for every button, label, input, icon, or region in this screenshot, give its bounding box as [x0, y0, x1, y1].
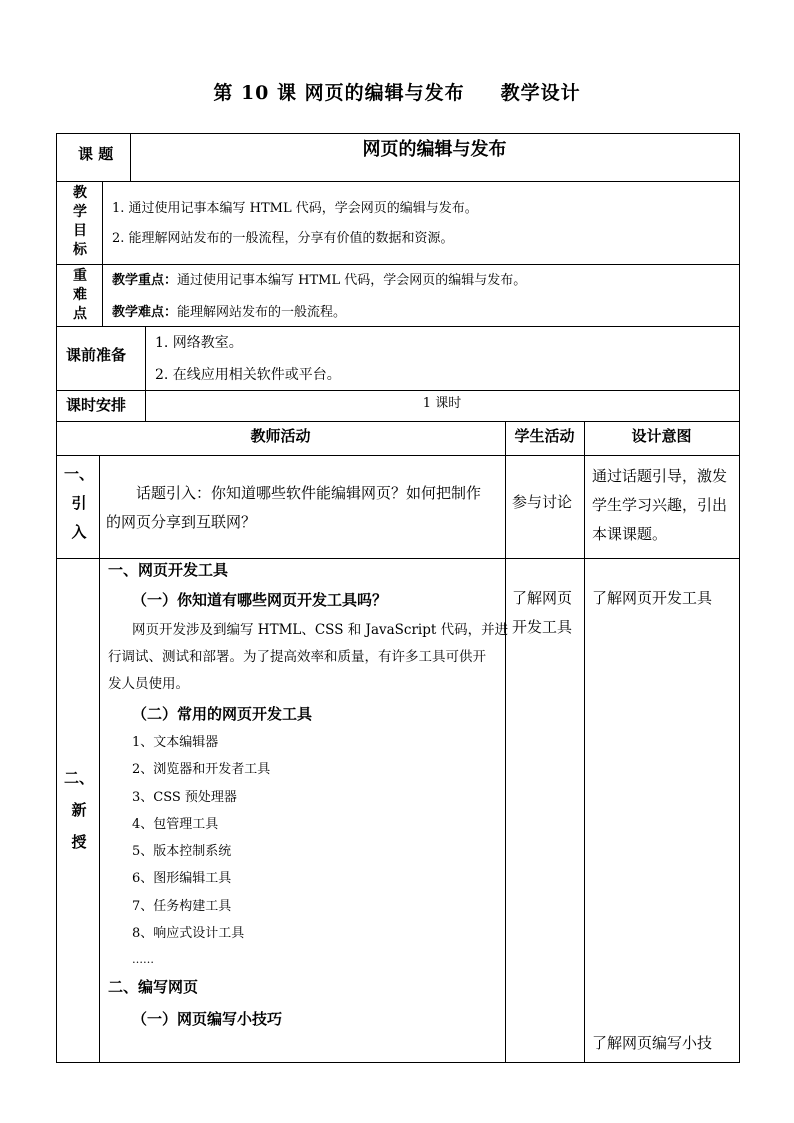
section2-label: 二、 新 授	[63, 769, 94, 851]
table-border	[56, 421, 740, 422]
paragraph-intro: 网页开发涉及到编写 HTML、CSS 和 JavaScript 代码，并进 行调试、测试和部署。为了提高效率和质量，有许多工具可供开 发人员使用。	[108, 622, 509, 692]
table-border	[56, 264, 740, 265]
tool-item: 8、响应式设计工具	[132, 926, 245, 941]
table-border	[56, 133, 740, 134]
header-student: 学生活动	[514, 427, 575, 445]
table-border	[56, 455, 740, 456]
heading-dev-tools: 一、网页开发工具	[108, 561, 229, 579]
subheading-common-tools: （二）常用的网页开发工具	[132, 705, 313, 723]
header-teacher: 教师活动	[250, 427, 311, 445]
tool-item: 7、任务构建工具	[132, 899, 232, 914]
subheading-tips: （一）网页编写小技巧	[132, 1010, 283, 1028]
hours-label: 课时安排	[66, 396, 127, 414]
prep-label: 课前准备	[66, 346, 127, 364]
keypoints-label: 重 难 点	[73, 268, 87, 322]
prep-item: 1. 网络教室。	[155, 335, 243, 351]
prep-item: 2. 在线应用相关软件或平台。	[155, 367, 341, 383]
goal-item: 2. 能理解网站发布的一般流程，分享有价值的数据和资源。	[112, 231, 454, 246]
table-border	[102, 181, 103, 326]
table-border	[99, 455, 100, 1062]
section2-student: 了解网页 开发工具	[512, 589, 573, 636]
section1-intent: 通过话题引导，激发 学生学习兴趣，引出 本课课题。	[592, 467, 728, 543]
difficult-point: 教学难点：能理解网站发布的一般流程。	[112, 305, 347, 320]
tool-item: 6、图形编辑工具	[132, 871, 232, 886]
topic-label: 课 题	[78, 145, 114, 163]
goal-item: 1. 通过使用记事本编写 HTML 代码，学会网页的编辑与发布。	[112, 201, 478, 216]
section1-student: 参与讨论	[512, 493, 573, 511]
tool-item: 4、包管理工具	[132, 817, 219, 832]
ellipsis: ……	[132, 953, 154, 966]
table-border	[56, 558, 740, 559]
table-border	[56, 133, 57, 1063]
section2-intent-2: 了解网页编写小技	[592, 1034, 713, 1052]
tool-item: 1、文本编辑器	[132, 735, 219, 750]
table-border	[56, 181, 740, 182]
tool-item: 5、版本控制系统	[132, 844, 232, 859]
table-border	[56, 1062, 740, 1063]
heading-write-page: 二、编写网页	[108, 978, 199, 996]
section2-intent-1: 了解网页开发工具	[592, 589, 713, 607]
table-border	[56, 390, 740, 391]
table-border	[56, 326, 740, 327]
tool-item: 3、CSS 预处理器	[132, 790, 237, 805]
topic-value: 网页的编辑与发布	[362, 139, 507, 160]
section1-teacher: 话题引入：你知道哪些软件能编辑网页？如何把制作 的网页分享到互联网？	[106, 484, 482, 531]
table-border	[739, 133, 740, 1063]
header-intent: 设计意图	[631, 427, 692, 445]
table-border	[584, 421, 585, 1062]
tool-item: 2、浏览器和开发者工具	[132, 762, 271, 777]
key-point: 教学重点：通过使用记事本编写 HTML 代码，学会网页的编辑与发布。	[112, 273, 527, 288]
section1-label: 一、 引 入	[63, 465, 94, 541]
subheading-which-tools: （一）你知道有哪些网页开发工具吗？	[132, 591, 388, 609]
document-title: 第 10 课 网页的编辑与发布 教学设计	[213, 82, 581, 104]
goals-label: 教 学 目 标	[73, 185, 87, 258]
hours-value: 1 课时	[422, 396, 462, 411]
table-border	[505, 421, 506, 1062]
